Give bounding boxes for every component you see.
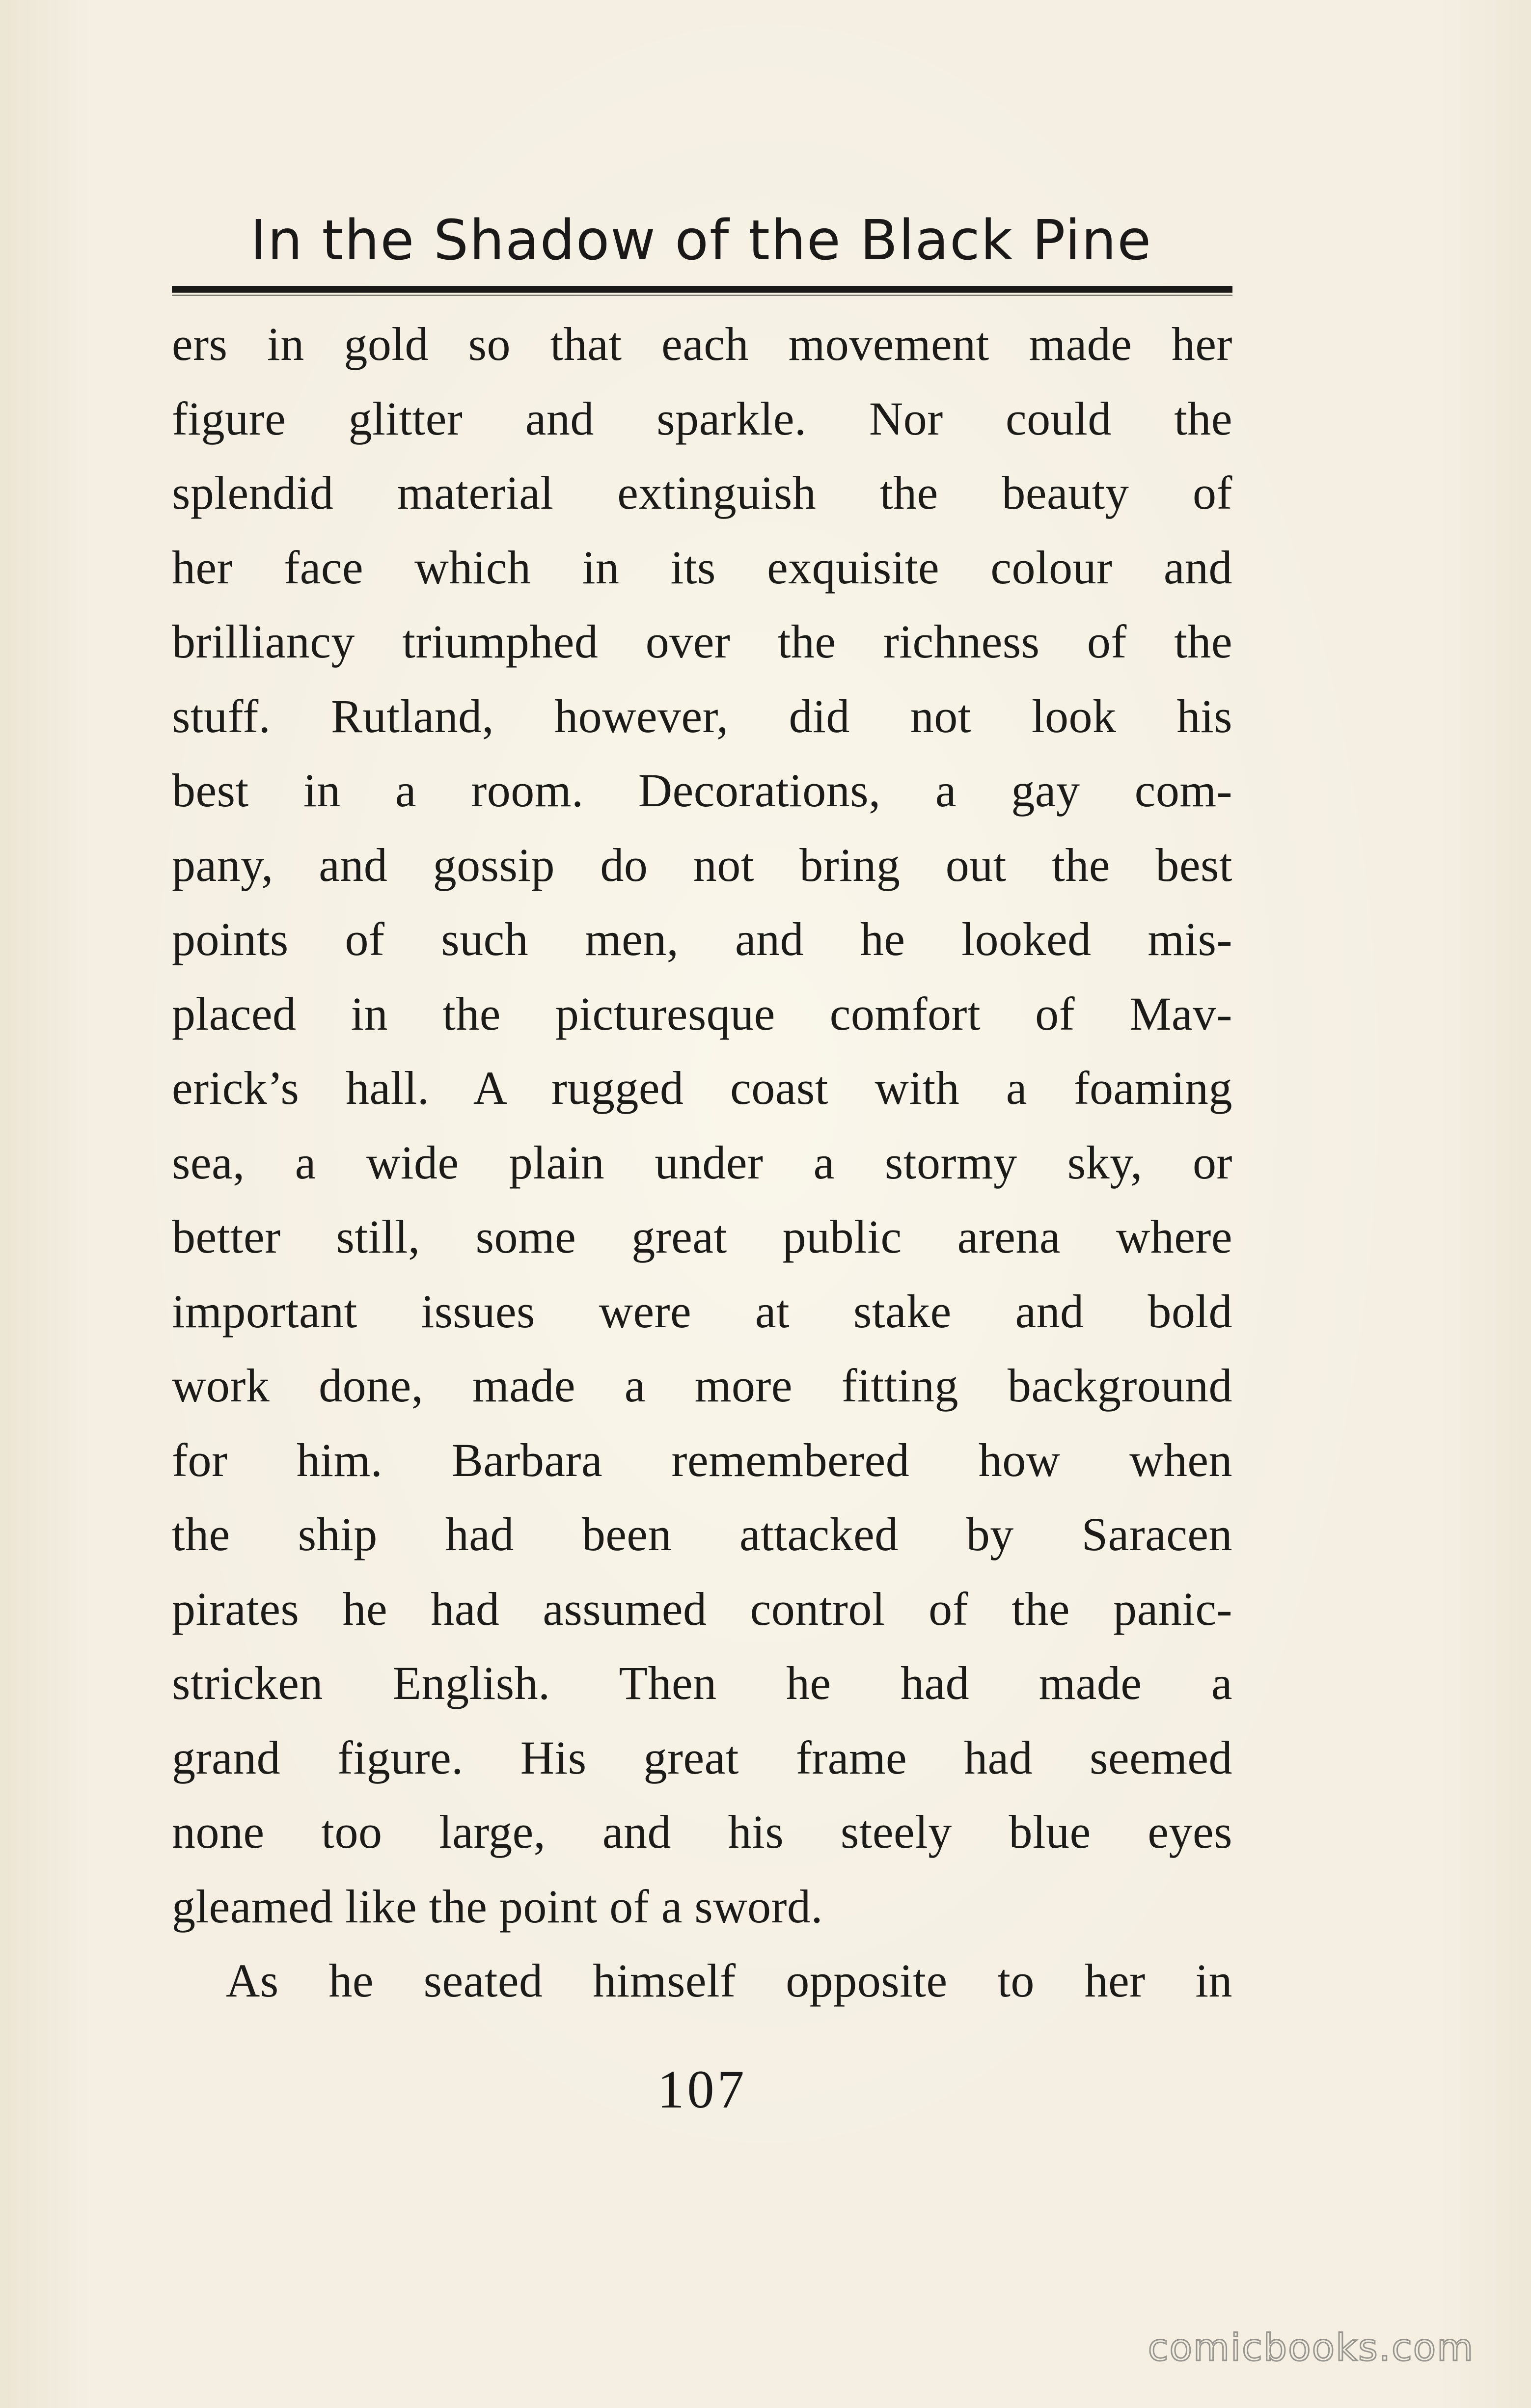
text-line: ers in gold so that each movement made her [172,318,1232,371]
text-line: for him. Barbara remembered how when [172,1433,1232,1486]
text-line: stuff. Rutland, however, did not look his [172,689,1232,742]
text-line: important issues were at stake and bold [172,1285,1232,1338]
body-text [172,307,1232,2018]
text-line: pany, and gossip do not bring out the best [172,838,1232,891]
header-rule [172,286,1232,293]
text-line: stricken English. Then he had made a [172,1657,1232,1710]
header-rule-secondary [172,295,1232,296]
text-line: points of such men, and he looked mis- [172,913,1232,966]
text-line: gleamed like the point of a sword. [172,1880,823,1933]
page-number: 107 [657,2059,747,2119]
text-line: work done, made a more fitting background [172,1359,1232,1412]
text-line: splendid material extinguish the beauty of [172,466,1232,520]
running-head: In the Shadow of the Black Pine [250,209,1152,273]
text-line: placed in the picturesque comfort of Mav- [172,987,1232,1040]
text-line: grand figure. His great frame had seemed [172,1731,1232,1784]
text-line-paragraph-start: As he seated himself opposite to her in [226,1954,1232,2007]
text-line: brilliancy triumphed over the richness of the [172,615,1232,668]
text-line: better still, some great public arena where [172,1210,1232,1263]
text-line: best in a room. Decorations, a gay com- [172,764,1232,817]
text-line: sea, a wide plain under a stormy sky, or [172,1136,1232,1189]
text-line: figure glitter and sparkle. Nor could the [172,392,1232,445]
text-line: none too large, and his steely blue eyes [172,1806,1232,1859]
text-line: her face which in its exquisite colour and [172,541,1232,594]
text-line: erick’s hall. A rugged coast with a foaming [172,1062,1232,1115]
text-line: the ship had been attacked by Saracen [172,1508,1232,1561]
watermark: comicbooks.com [1148,2325,1475,2369]
text-line: pirates he had assumed control of the panic- [172,1582,1232,1635]
